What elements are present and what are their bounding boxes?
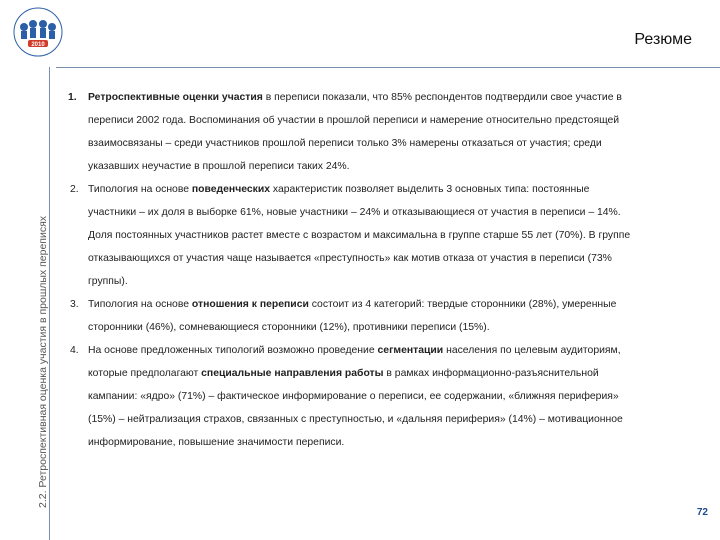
item-number: 4. <box>70 345 79 356</box>
item-text-mid: населения по целевым аудиториям, которые предполагают <box>88 345 621 379</box>
item-keyword: Ретроспективные оценки участия <box>88 92 263 103</box>
list-item <box>66 178 632 293</box>
item-keyword: сегментации <box>377 345 444 356</box>
item-text-pre: Типология на основе <box>88 184 192 195</box>
list-item <box>66 339 632 454</box>
census-logo <box>4 0 74 66</box>
item-keyword: отношения к переписи <box>191 299 309 310</box>
item-text: характеристик позволяет выделить 3 основных типа: постоянные участники – их доля в выборке 61%, новые участники – 24% и отказывающиеся от участия в переписи – 14%. Доля постоянных участников растет вместе с возрастом и максимальна в группе старше 55 лет (70%). В группе отказывающихся от участия чаще называется «преступность» как мотив отказа от участия в переписи (73% группы). <box>88 184 631 287</box>
item-text-pre: Типология на основе <box>88 299 192 310</box>
page-number: 72 <box>696 507 708 518</box>
svg-text:2010: 2010 <box>31 42 45 48</box>
page-title: Резюме <box>634 31 692 48</box>
summary-list <box>66 86 632 454</box>
item-text: в рамках информационно-разъяснительной кампании: «ядро» (71%) – фактическое информирование о переписи, ее содержании, «ближняя периферия» (15%) – нейтрализация страхов, связанных с преступностью, и «дальняя периферия» (14%) – мотивационное информирование, повышение значимости переписи. <box>88 368 623 448</box>
item-text: в переписи показали, что 85% респондентов подтвердили свое участие в переписи 2002 года. Воспоминания об участии в прошлой переписи и намерение относительно предстоящей взаимосвязаны – среди участников прошлой переписи только 3% намерены отказаться от участия; среди указавших неучастие в прошлой переписи таких 24%. <box>88 92 622 172</box>
header-rule <box>56 67 720 68</box>
item-text-pre: На основе предложенных типологий возможно проведение <box>88 345 378 356</box>
list-item <box>66 293 632 339</box>
item-number: 3. <box>70 299 79 310</box>
item-number: 2. <box>70 184 79 195</box>
item-text: состоит из 4 категорий: твердые сторонники (28%), умеренные сторонники (46%), сомневающиеся сторонники (12%), противники переписи (15%). <box>88 299 617 333</box>
sidebar-section-label: 2.2. Ретроспективная оценка участия в прошлых переписях <box>37 215 49 508</box>
item-keyword-2: специальные направления работы <box>201 368 384 379</box>
item-number: 1. <box>68 92 77 103</box>
item-keyword: поведенческих <box>191 184 271 195</box>
list-item <box>66 86 632 178</box>
